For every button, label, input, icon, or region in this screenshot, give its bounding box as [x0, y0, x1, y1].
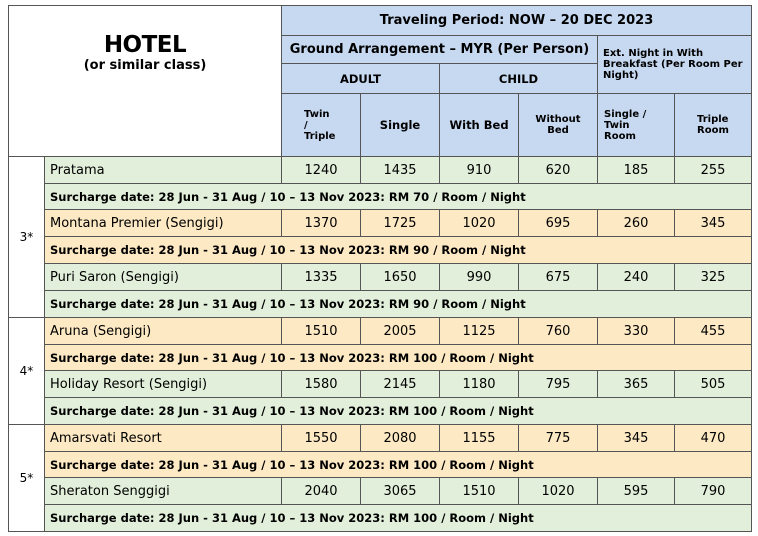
- price-with-bed: 1155: [440, 425, 519, 452]
- hotel-name: Aruna (Sengigi): [45, 318, 282, 345]
- price-single: 2080: [361, 425, 440, 452]
- price-ext-triple: 345: [675, 210, 752, 237]
- surcharge-note: Surcharge date: 28 Jun - 31 Aug / 10 – 13 Nov 2023: RM 100 / Room / Night: [45, 398, 752, 425]
- price-single: 1650: [361, 264, 440, 291]
- price-single: 1725: [361, 210, 440, 237]
- surcharge-note: Surcharge date: 28 Jun - 31 Aug / 10 – 13 Nov 2023: RM 90 / Room / Night: [45, 291, 752, 318]
- child-header: CHILD: [440, 64, 598, 94]
- hotel-name: Sheraton Senggigi: [45, 478, 282, 505]
- price-with-bed: 1125: [440, 318, 519, 345]
- price-without-bed: 675: [519, 264, 598, 291]
- hotel-name: Holiday Resort (Sengigi): [45, 371, 282, 398]
- price-with-bed: 910: [440, 157, 519, 184]
- price-ext-single: 260: [598, 210, 675, 237]
- ground-arrangement-header: Ground Arrangement – MYR (Per Person): [282, 36, 598, 64]
- price-twin: 1335: [282, 264, 361, 291]
- price-ext-single: 595: [598, 478, 675, 505]
- price-twin: 2040: [282, 478, 361, 505]
- price-ext-single: 365: [598, 371, 675, 398]
- price-twin: 1510: [282, 318, 361, 345]
- hotel-title: HOTEL: [103, 32, 187, 58]
- hotel-name: Amarsvati Resort: [45, 425, 282, 452]
- price-ext-single: 240: [598, 264, 675, 291]
- price-twin: 1370: [282, 210, 361, 237]
- price-twin: 1580: [282, 371, 361, 398]
- price-single: 2005: [361, 318, 440, 345]
- price-ext-triple: 455: [675, 318, 752, 345]
- star-rating: 3*: [9, 157, 45, 318]
- surcharge-note: Surcharge date: 28 Jun - 31 Aug / 10 – 13 Nov 2023: RM 90 / Room / Night: [45, 237, 752, 264]
- surcharge-note: Surcharge date: 28 Jun - 31 Aug / 10 – 13 Nov 2023: RM 70 / Room / Night: [45, 184, 752, 210]
- hotel-name: Pratama: [45, 157, 282, 184]
- price-twin: 1240: [282, 157, 361, 184]
- price-ext-triple: 255: [675, 157, 752, 184]
- price-with-bed: 990: [440, 264, 519, 291]
- surcharge-note: Surcharge date: 28 Jun - 31 Aug / 10 – 13 Nov 2023: RM 100 / Room / Night: [45, 505, 752, 532]
- price-ext-single: 345: [598, 425, 675, 452]
- without-bed-header: Without Bed: [519, 94, 598, 157]
- price-single: 2145: [361, 371, 440, 398]
- surcharge-note: Surcharge date: 28 Jun - 31 Aug / 10 – 13 Nov 2023: RM 100 / Room / Night: [45, 452, 752, 478]
- ext-night-header: Ext. Night in With Breakfast (Per Room Per Night): [598, 36, 752, 94]
- traveling-period: Traveling Period: NOW – 20 DEC 2023: [282, 6, 752, 36]
- price-without-bed: 795: [519, 371, 598, 398]
- with-bed-header: With Bed: [440, 94, 519, 157]
- price-without-bed: 760: [519, 318, 598, 345]
- price-ext-triple: 790: [675, 478, 752, 505]
- price-ext-single: 330: [598, 318, 675, 345]
- price-ext-single: 185: [598, 157, 675, 184]
- hotel-subtitle: (or similar class): [83, 58, 207, 73]
- price-ext-triple: 505: [675, 371, 752, 398]
- price-with-bed: 1020: [440, 210, 519, 237]
- price-without-bed: 620: [519, 157, 598, 184]
- price-ext-triple: 325: [675, 264, 752, 291]
- single-twin-room-header: Single / Twin Room: [598, 94, 675, 157]
- price-twin: 1550: [282, 425, 361, 452]
- price-with-bed: 1180: [440, 371, 519, 398]
- price-without-bed: 775: [519, 425, 598, 452]
- hotel-name: Puri Saron (Sengigi): [45, 264, 282, 291]
- surcharge-note: Surcharge date: 28 Jun - 31 Aug / 10 – 13 Nov 2023: RM 100 / Room / Night: [45, 345, 752, 371]
- price-ext-triple: 470: [675, 425, 752, 452]
- hotel-price-table: [8, 5, 752, 532]
- hotel-name: Montana Premier (Sengigi): [45, 210, 282, 237]
- price-single: 1435: [361, 157, 440, 184]
- triple-room-header: Triple Room: [675, 94, 752, 157]
- hotel-header-cell: [9, 6, 282, 157]
- price-without-bed: 695: [519, 210, 598, 237]
- twin-triple-header: Twin / Triple: [282, 94, 361, 157]
- single-header: Single: [361, 94, 440, 157]
- star-rating: 4*: [9, 318, 45, 425]
- price-without-bed: 1020: [519, 478, 598, 505]
- star-rating: 5*: [9, 425, 45, 532]
- price-single: 3065: [361, 478, 440, 505]
- adult-header: ADULT: [282, 64, 440, 94]
- price-with-bed: 1510: [440, 478, 519, 505]
